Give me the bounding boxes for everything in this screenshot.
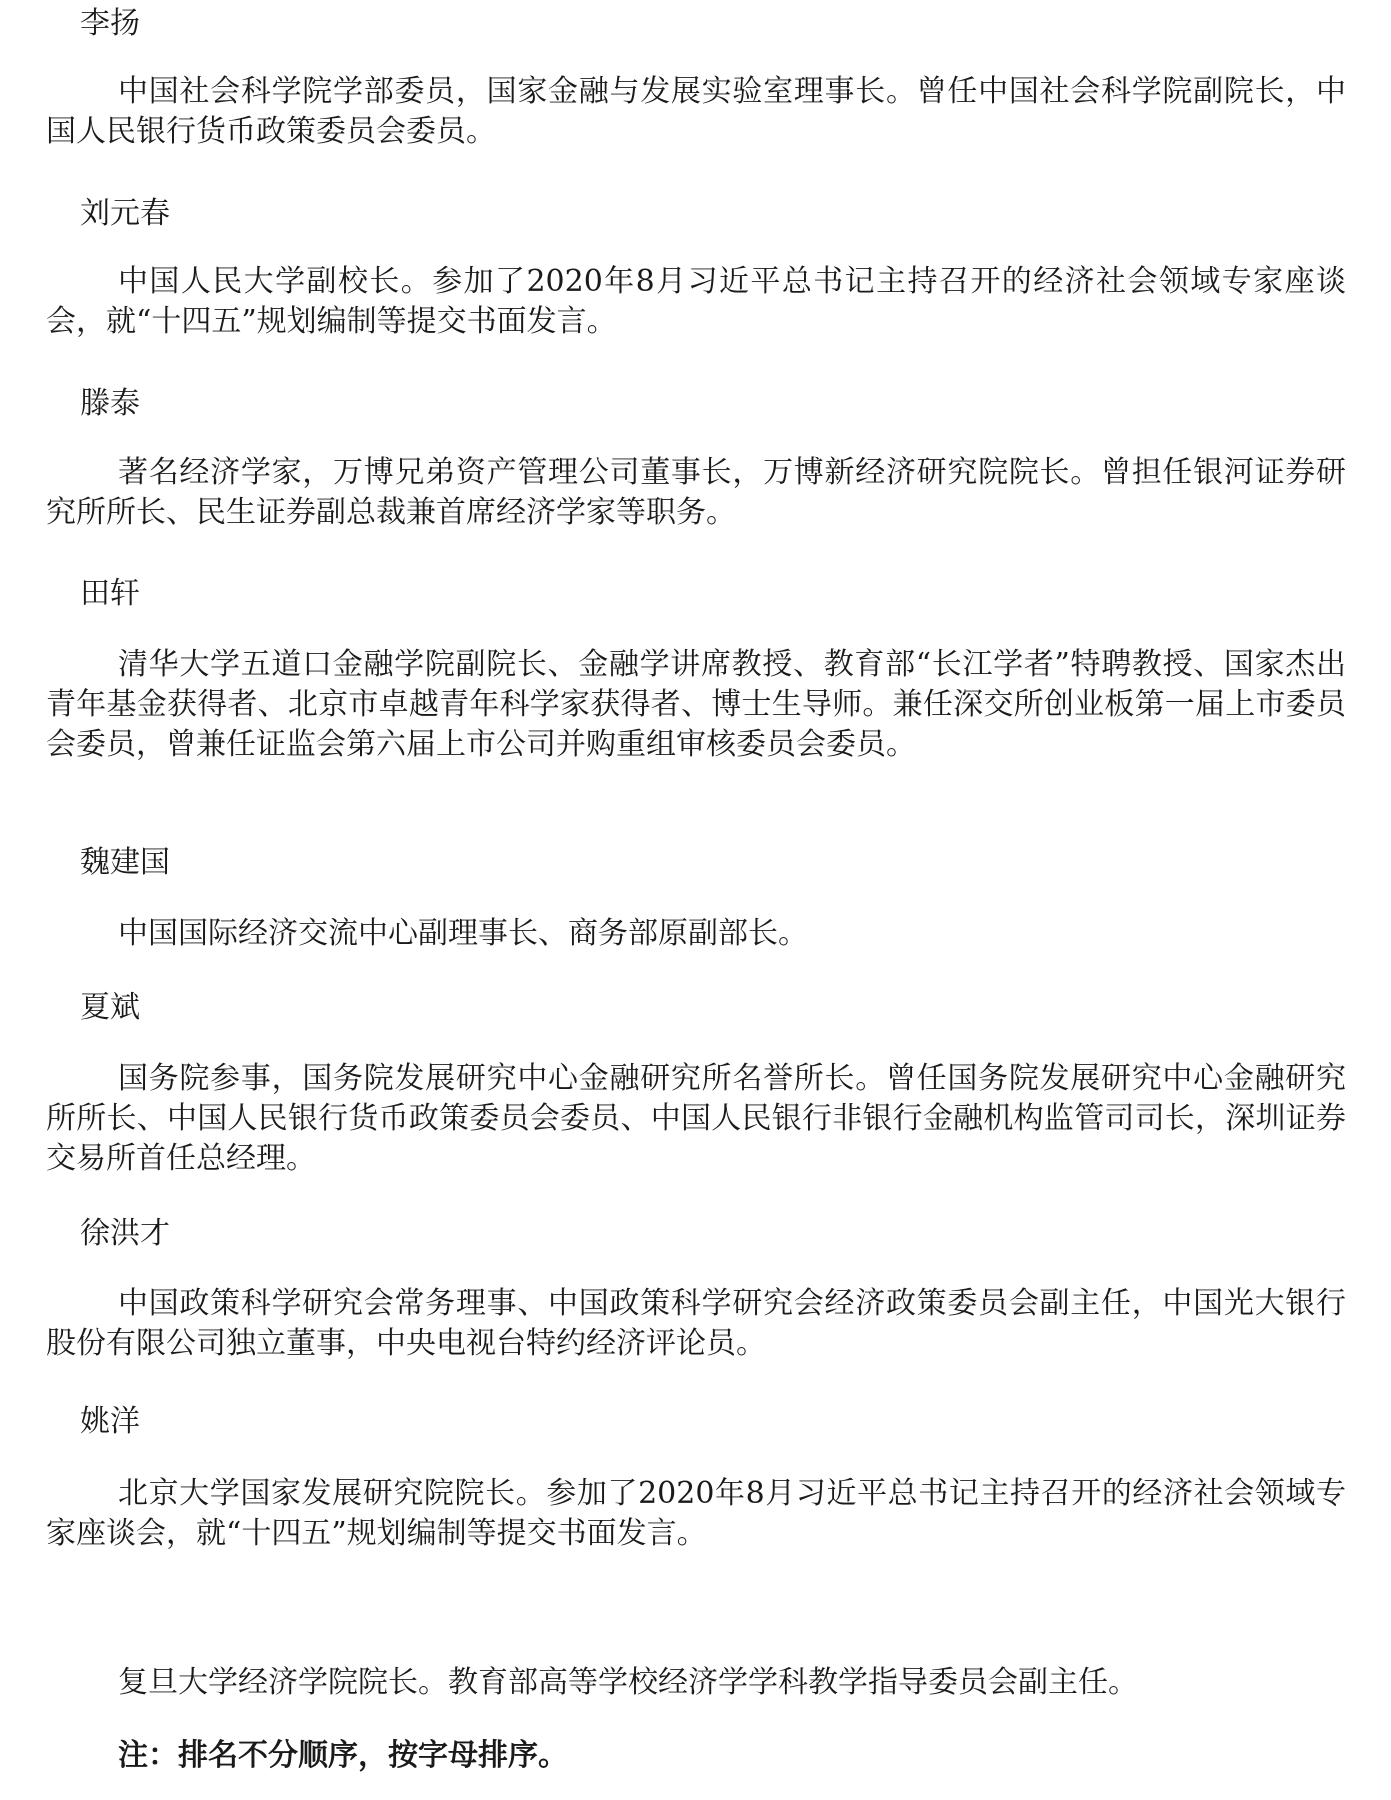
person-name-8: 姚洋	[80, 1404, 140, 1439]
person-name-3: 滕泰	[80, 386, 140, 421]
person-name-7: 徐洪才	[80, 1216, 170, 1251]
person-bio-6: 国务院参事，国务院发展研究中心金融研究所名誉所长。曾任国务院发展研究中心金融研究所所长、中国人民银行货币政策委员会委员、中国人民银行非银行金融机构监管司司长，深圳证券交易所首任总经理。	[46, 1061, 1346, 1176]
person-bio-4: 清华大学五道口金融学院副院长、金融学讲席教授、教育部“长江学者”特聘教授、国家杰出青年基金获得者、北京市卓越青年科学家获得者、博士生导师。兼任深交所创业板第一届上市委员会委员，曾兼任证监会第六届上市公司并购重组审核委员会委员。	[46, 647, 1346, 762]
person-name-6: 夏斌	[80, 990, 140, 1025]
person-name-1: 李扬	[80, 6, 140, 41]
person-bio-5: 中国国际经济交流中心副理事长、商务部原副部长。	[118, 916, 808, 951]
person-bio-9: 复旦大学经济学院院长。教育部高等学校经济学学科教学指导委员会副主任。	[118, 1665, 1138, 1700]
person-name-4: 田轩	[80, 576, 140, 611]
person-bio-2: 中国人民大学副校长。参加了2020年8月习近平总书记主持召开的经济社会领域专家座谈会，就“十四五”规划编制等提交书面发言。	[46, 264, 1346, 339]
footnote: 注：排名不分顺序，按字母排序。	[118, 1738, 568, 1773]
person-name-5: 魏建国	[80, 845, 170, 880]
person-bio-3: 著名经济学家，万博兄弟资产管理公司董事长，万博新经济研究院院长。曾担任银河证券研究所所长、民生证券副总裁兼首席经济学家等职务。	[46, 455, 1346, 530]
person-bio-1: 中国社会科学院学部委员，国家金融与发展实验室理事长。曾任中国社会科学院副院长，中国人民银行货币政策委员会委员。	[46, 74, 1346, 149]
person-name-2: 刘元春	[80, 196, 170, 231]
person-bio-7: 中国政策科学研究会常务理事、中国政策科学研究会经济政策委员会副主任，中国光大银行股份有限公司独立董事，中央电视台特约经济评论员。	[46, 1286, 1346, 1361]
person-bio-8: 北京大学国家发展研究院院长。参加了2020年8月习近平总书记主持召开的经济社会领域专家座谈会，就“十四五”规划编制等提交书面发言。	[46, 1476, 1346, 1551]
